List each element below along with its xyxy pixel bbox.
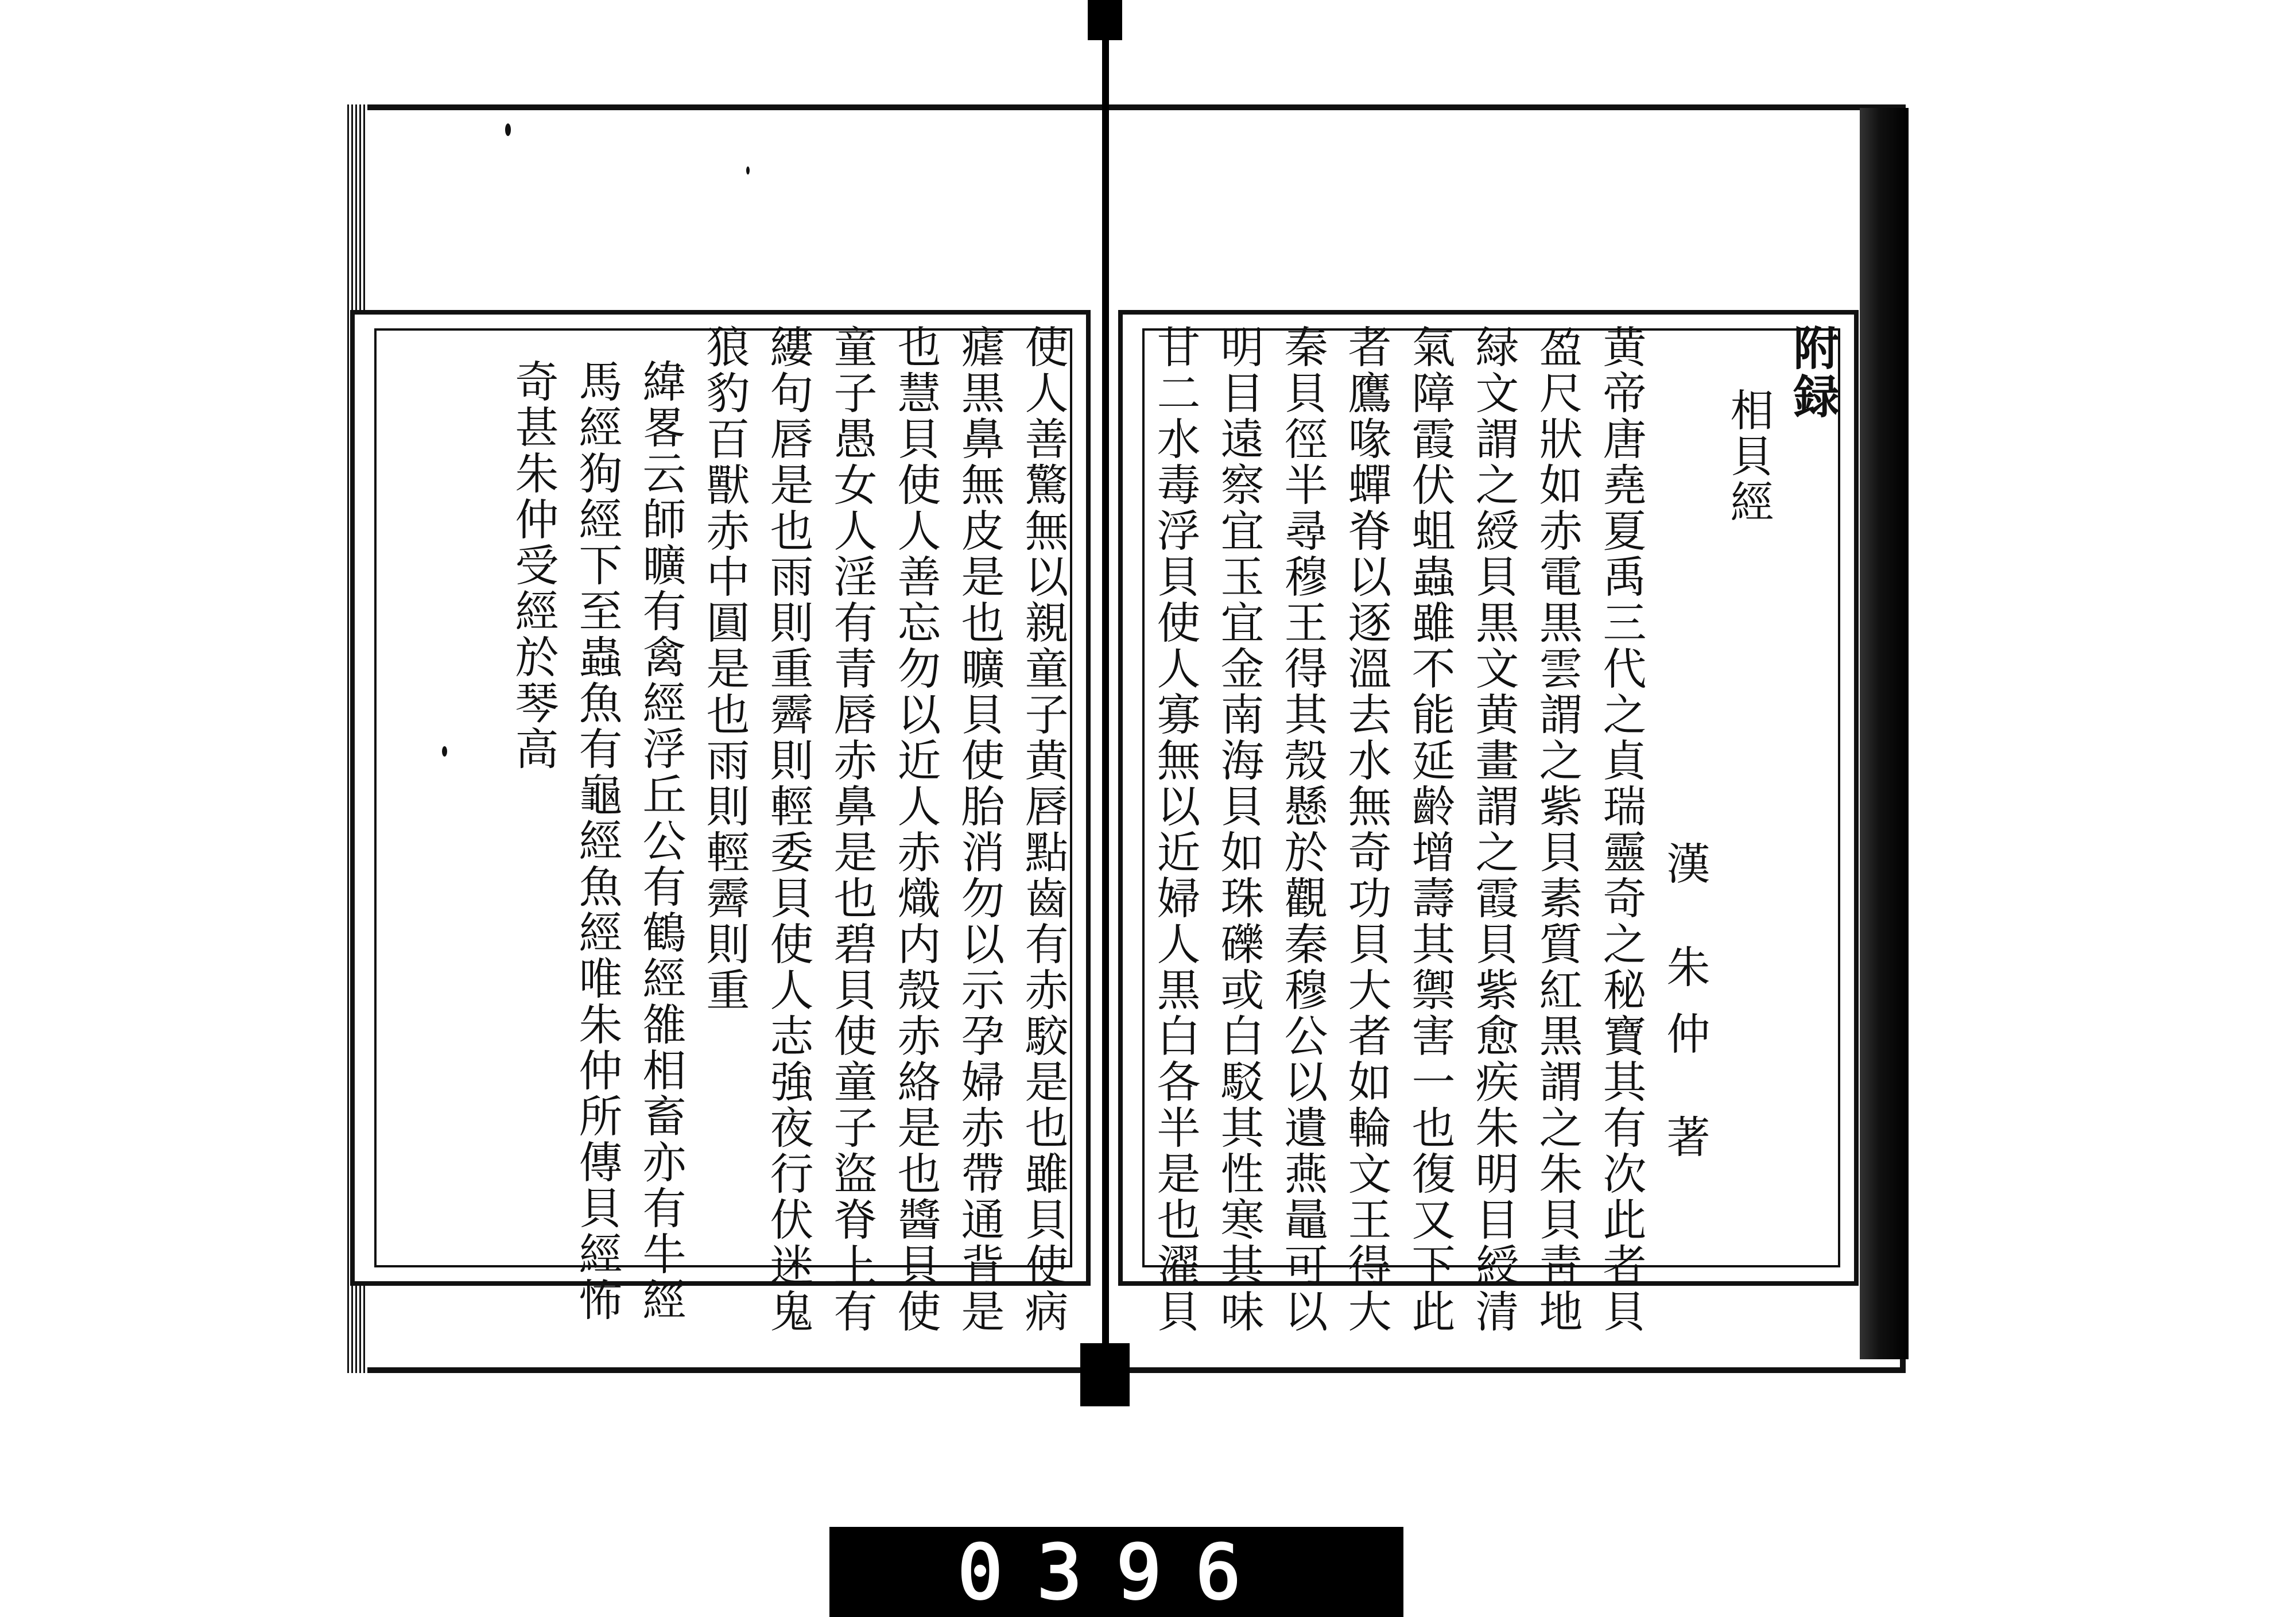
page-number-label [829, 1527, 1403, 1617]
text-column: 甘二水毒浮貝使人寡無以近婦人黒白各半是也濯貝 [1150, 324, 1201, 1335]
spine-clip-bottom [1080, 1343, 1130, 1406]
page-number: 0396 [957, 1528, 1275, 1616]
text-title: 相貝經 [1723, 387, 1774, 525]
text-column: 縷句唇是也雨則重霽則輕委貝使人志強夜行伏迷鬼 [763, 324, 814, 1335]
text-column: 緑文謂之綬貝黒文黄畫謂之霞貝紫愈疾朱明目綬清 [1468, 324, 1519, 1335]
text-column: 瘧黒鼻無皮是也曠貝使胎消勿以示孕婦赤帶通背是 [954, 324, 1005, 1335]
text-column: 馬經狗經下至蟲魚有龜經魚經唯朱仲所傳貝經怖 [572, 359, 623, 1323]
text-column: 秦貝徑半尋穆王得其殼懸於觀秦穆公以遺燕鼂可以 [1277, 324, 1328, 1335]
text-column: 氣障霞伏蛆蟲雖不能延齡增壽其禦害一也復又下此 [1405, 324, 1456, 1335]
text-column: 黄帝唐堯夏禹三代之貞瑞靈奇之秘寶其有次此者貝 [1596, 324, 1647, 1335]
text-column: 狼豹百獸赤中圓是也雨則輕霽則重 [699, 324, 750, 1013]
spine-divider [1102, 0, 1109, 1378]
ink-speck [442, 746, 447, 757]
appendix-heading: 附録 [1786, 324, 1840, 421]
text-column: 奇甚朱仲受經於琴高 [508, 359, 559, 772]
left-page-text [390, 324, 1073, 1335]
author-line: 漢 朱仲 著 [1659, 841, 1711, 1181]
text-column: 者鷹喙蟬脊以逐溫去水無奇功貝大者如輪文王得大 [1341, 324, 1392, 1335]
text-column: 盈尺狀如赤電黒雲謂之紫貝素質紅黒謂之朱貝靑地 [1532, 324, 1583, 1335]
text-column: 明目遠察宜玉宜金南海貝如珠礫或白駁其性寒其味 [1213, 324, 1265, 1335]
ink-speck [505, 123, 511, 136]
right-page-text [1150, 324, 1843, 1335]
book-right-edge [1860, 108, 1909, 1359]
text-column: 也慧貝使人善忘勿以近人赤熾内殼赤絡是也醬貝使 [890, 324, 941, 1335]
text-column: 使人善驚無以親童子黄唇點齒有赤駮是也雖貝使病 [1018, 324, 1069, 1335]
text-column: 緯畧云師曠有禽經浮丘公有鶴經雒相畜亦有牛經 [635, 359, 687, 1323]
text-column: 童子愚女人淫有青唇赤鼻是也碧貝使童子盜脊上有 [827, 324, 878, 1335]
ink-speck [746, 166, 750, 175]
